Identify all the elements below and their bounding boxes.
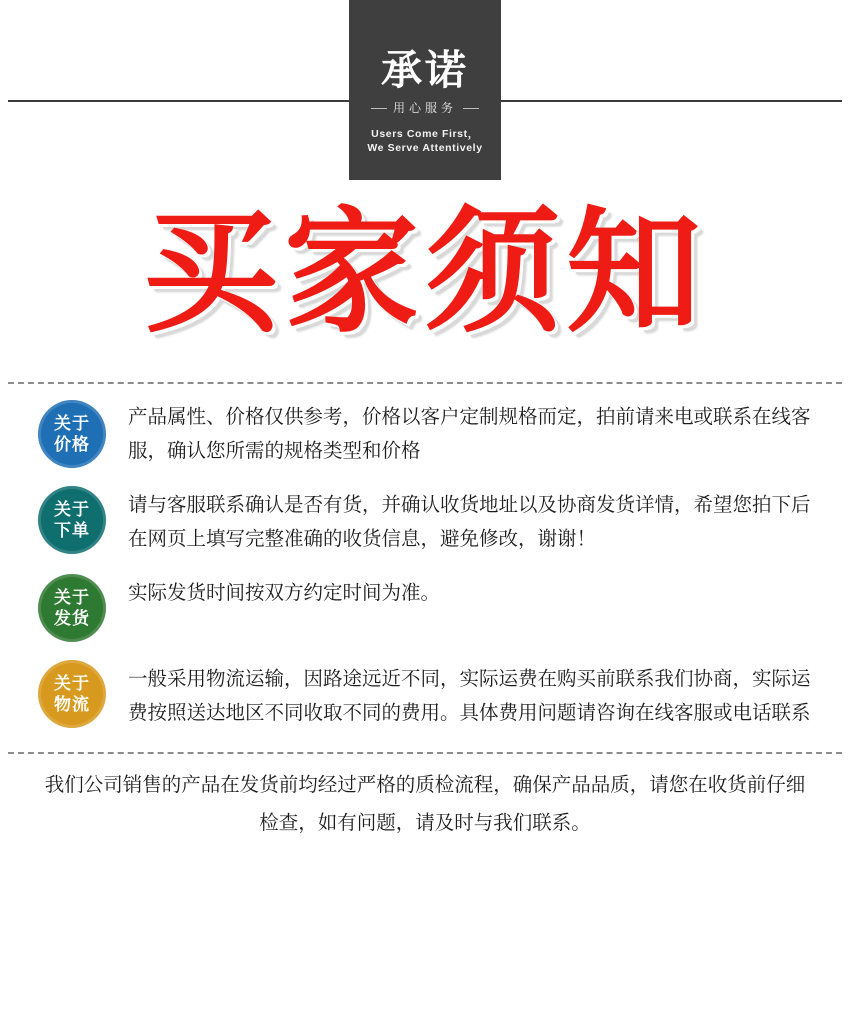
badge-order-label-top: 关于 xyxy=(54,500,90,519)
promise-tagline-en xyxy=(349,127,501,155)
badge-price-label-bottom: 价格 xyxy=(54,435,90,454)
notice-row-shipping xyxy=(8,574,842,642)
badge-shipping-label-top: 关于 xyxy=(54,588,90,607)
badge-shipping-label-bottom: 发货 xyxy=(54,609,90,628)
badge-logistics xyxy=(38,660,106,728)
badge-price-label-top: 关于 xyxy=(54,414,90,433)
badge-order-label-bottom: 下单 xyxy=(54,521,90,540)
page-title-area xyxy=(0,192,850,382)
badge-logistics-label-top: 关于 xyxy=(54,674,90,693)
badge-order xyxy=(38,486,106,554)
notice-text-logistics: 一般采用物流运输，因路途远近不同，实际运费在购买前联系我们协商，实际运费按照送达地区不同收取不同的费用。具体费用问题请咨询在线客服或电话联系 xyxy=(128,667,811,724)
notice-list xyxy=(0,384,850,752)
notice-text-price: 产品属性、价格仅供参考，价格以客户定制规格而定，拍前请来电或联系在线客服，确认您所需的规格类型和价格 xyxy=(128,405,811,462)
promise-title-cn: 承诺 xyxy=(381,46,469,94)
notice-row-logistics xyxy=(8,660,842,730)
promise-tagline-line1: Users Come First， xyxy=(371,128,479,140)
promise-badge xyxy=(349,0,501,180)
promise-subtitle-cn: 用心服务 xyxy=(389,99,461,116)
notice-text-shipping: 实际发货时间按双方约定时间为准。 xyxy=(128,581,441,604)
notice-row-order xyxy=(8,486,842,556)
notice-row-price xyxy=(8,400,842,468)
top-banner xyxy=(0,0,850,180)
promise-tagline-line2: We Serve Attentively xyxy=(367,142,483,154)
notice-text-order: 请与客服联系确认是否有货，并确认收货地址以及协商发货详情，希望您拍下后在网页上填写完整准确的收货信息，避免修改，谢谢！ xyxy=(128,493,811,550)
page-title: 买家须知 xyxy=(143,192,707,351)
badge-logistics-label-bottom: 物流 xyxy=(54,695,90,714)
badge-price xyxy=(38,400,106,468)
footer-note: 我们公司销售的产品在发货前均经过严格的质检流程，确保产品品质，请您在收货前仔细检查，如有问题，请及时与我们联系。 xyxy=(44,773,806,834)
badge-shipping xyxy=(38,574,106,642)
